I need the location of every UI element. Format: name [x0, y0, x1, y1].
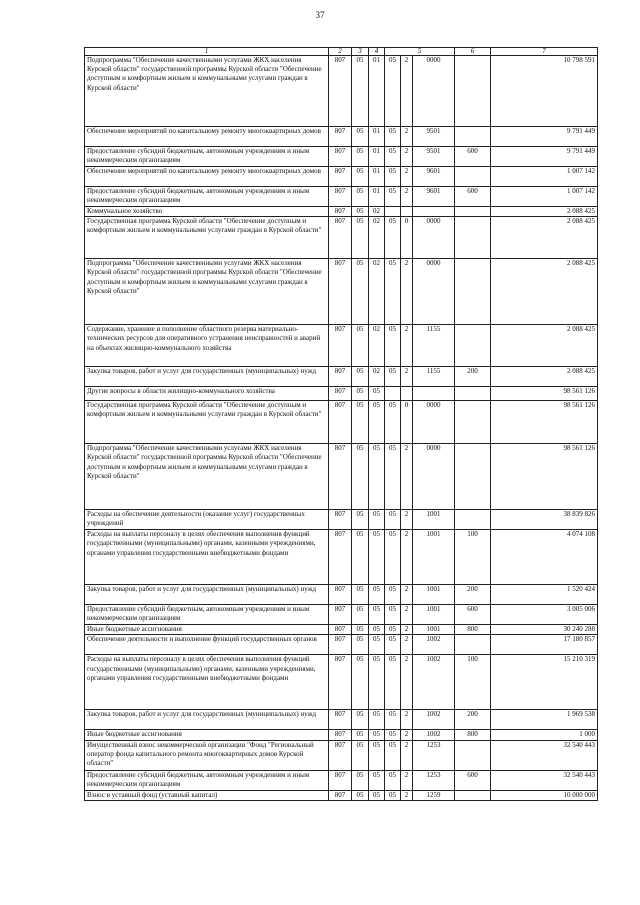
- table-row: [85, 325, 598, 367]
- target-article-direction-cell: [413, 387, 455, 401]
- code-section-cell: 05: [352, 655, 369, 710]
- row-name-cell: Расходы на выплаты персоналу в целях обеспечения выполнения функций государственными (муниципальными) органами, казенными учреждениями, органами управления государственными внебюджетными фондами: [85, 530, 329, 585]
- header-cell: 7: [491, 48, 598, 56]
- amount-cell: 98 561 126: [491, 387, 598, 401]
- amount-cell: 4 074 108: [491, 530, 598, 585]
- target-article-direction-cell: 1155: [413, 367, 455, 387]
- amount-cell: 10 798 591: [491, 56, 598, 127]
- target-article-direction-cell: 1002: [413, 635, 455, 655]
- code-ministry-cell: 807: [329, 530, 352, 585]
- target-article-program-cell: 05: [385, 625, 401, 635]
- target-article-program-cell: 05: [385, 167, 401, 187]
- code-section-cell: 05: [352, 585, 369, 605]
- target-article-program-cell: 05: [385, 655, 401, 710]
- amount-cell: 98 561 126: [491, 401, 598, 444]
- amount-cell: 2 088 425: [491, 259, 598, 325]
- row-name-cell: Государственная программа Курской области "Обеспечение доступным и комфортным жильем и коммунальными услугами граждан в Курской области": [85, 401, 329, 444]
- code-ministry-cell: 807: [329, 770, 352, 790]
- expense-type-cell: 800: [455, 625, 491, 635]
- table-row: [85, 259, 598, 325]
- expense-type-cell: [455, 790, 491, 800]
- code-subsection-cell: 05: [369, 530, 385, 585]
- target-article-program-cell: 05: [385, 147, 401, 167]
- code-ministry-cell: 807: [329, 444, 352, 510]
- row-name-cell: Закупка товаров, работ и услуг для государственных (муниципальных) нужд: [85, 710, 329, 730]
- target-article-program-cell: 05: [385, 444, 401, 510]
- amount-cell: 32 540 443: [491, 740, 598, 770]
- code-subsection-cell: 02: [369, 325, 385, 367]
- code-subsection-cell: 05: [369, 401, 385, 444]
- expense-type-cell: [455, 259, 491, 325]
- code-section-cell: 05: [352, 401, 369, 444]
- code-ministry-cell: 807: [329, 259, 352, 325]
- code-section-cell: 05: [352, 259, 369, 325]
- header-cell: 6: [455, 48, 491, 56]
- amount-cell: 10 000 000: [491, 790, 598, 800]
- target-article-subprogram-cell: 2: [401, 444, 413, 510]
- code-section-cell: 05: [352, 217, 369, 259]
- target-article-subprogram-cell: 2: [401, 167, 413, 187]
- code-section-cell: 05: [352, 770, 369, 790]
- header-cell: 5: [385, 48, 455, 56]
- target-article-subprogram-cell: 2: [401, 585, 413, 605]
- code-ministry-cell: 807: [329, 127, 352, 147]
- code-ministry-cell: 807: [329, 367, 352, 387]
- target-article-program-cell: 05: [385, 605, 401, 625]
- amount-cell: 1 000: [491, 730, 598, 740]
- expense-type-cell: 200: [455, 367, 491, 387]
- code-subsection-cell: 01: [369, 56, 385, 127]
- table-row: [85, 625, 598, 635]
- target-article-program-cell: 05: [385, 367, 401, 387]
- code-subsection-cell: 05: [369, 740, 385, 770]
- target-article-subprogram-cell: [401, 387, 413, 401]
- code-ministry-cell: 807: [329, 585, 352, 605]
- header-cell: 4: [369, 48, 385, 56]
- expense-type-cell: 800: [455, 730, 491, 740]
- expense-type-cell: [455, 401, 491, 444]
- code-section-cell: 05: [352, 444, 369, 510]
- target-article-direction-cell: [413, 207, 455, 217]
- expense-type-cell: 600: [455, 147, 491, 167]
- amount-cell: 30 240 288: [491, 625, 598, 635]
- target-article-subprogram-cell: 2: [401, 510, 413, 530]
- amount-cell: 2 088 425: [491, 217, 598, 259]
- amount-cell: 3 005 006: [491, 605, 598, 625]
- code-subsection-cell: 05: [369, 605, 385, 625]
- code-subsection-cell: 02: [369, 207, 385, 217]
- row-name-cell: Расходы на выплаты персоналу в целях обеспечения выполнения функций государственными (муниципальными) органами, казенными учреждениями, органами управления государственными внебюджетными фондами: [85, 655, 329, 710]
- code-ministry-cell: 807: [329, 790, 352, 800]
- row-name-cell: Предоставление субсидий бюджетным, автономным учреждениям и иным некоммерческим организациям: [85, 605, 329, 625]
- expense-type-cell: [455, 510, 491, 530]
- expense-type-cell: [455, 217, 491, 259]
- code-ministry-cell: 807: [329, 401, 352, 444]
- expense-type-cell: 100: [455, 530, 491, 585]
- code-subsection-cell: 05: [369, 510, 385, 530]
- target-article-subprogram-cell: 2: [401, 325, 413, 367]
- row-name-cell: Подпрограмма "Обеспечение качественными услугами ЖКХ населения Курской области" государственной программы Курской области "Обеспечение доступным и комфортным жильем и коммунальными услугами граждан в Курской области": [85, 56, 329, 127]
- code-subsection-cell: 05: [369, 387, 385, 401]
- row-name-cell: Содержание, хранение и пополнение областного резерва материально-технических ресурсов для оперативного устранения неисправностей и аварий на объектах жилищно-коммунального хозяйства: [85, 325, 329, 367]
- code-subsection-cell: 05: [369, 790, 385, 800]
- target-article-program-cell: 05: [385, 127, 401, 147]
- code-ministry-cell: 807: [329, 730, 352, 740]
- code-ministry-cell: 807: [329, 56, 352, 127]
- row-name-cell: Обеспечение деятельности и выполнение функций государственных органов: [85, 635, 329, 655]
- table-row: [85, 635, 598, 655]
- code-subsection-cell: 05: [369, 635, 385, 655]
- code-section-cell: 05: [352, 740, 369, 770]
- target-article-direction-cell: 0000: [413, 401, 455, 444]
- target-article-subprogram-cell: 2: [401, 605, 413, 625]
- code-section-cell: 05: [352, 730, 369, 740]
- table-row: [85, 605, 598, 625]
- code-section-cell: 05: [352, 530, 369, 585]
- target-article-program-cell: 05: [385, 56, 401, 127]
- expense-type-cell: 600: [455, 605, 491, 625]
- code-section-cell: 05: [352, 187, 369, 207]
- expense-type-cell: [455, 740, 491, 770]
- target-article-direction-cell: 1001: [413, 605, 455, 625]
- amount-cell: 1 969 538: [491, 710, 598, 730]
- row-name-cell: Подпрограмма "Обеспечение качественными услугами ЖКХ населения Курской области" государственной программы Курской области "Обеспечение доступным и комфортным жильем и коммунальными услугами граждан в Курской области": [85, 444, 329, 510]
- table-row: [85, 147, 598, 167]
- amount-cell: 9 791 449: [491, 127, 598, 147]
- table-row: [85, 207, 598, 217]
- row-name-cell: Подпрограмма "Обеспечение качественными услугами ЖКХ населения Курской области" государственной программы Курской области "Обеспечение доступным и комфортным жильем и коммунальными услугами граждан в Курской области": [85, 259, 329, 325]
- target-article-program-cell: 05: [385, 217, 401, 259]
- target-article-subprogram-cell: 2: [401, 367, 413, 387]
- target-article-subprogram-cell: 0: [401, 401, 413, 444]
- table-row: [85, 655, 598, 710]
- code-subsection-cell: 05: [369, 585, 385, 605]
- amount-cell: 9 791 449: [491, 147, 598, 167]
- code-section-cell: 05: [352, 127, 369, 147]
- row-name-cell: Взнос в уставный фонд (уставный капитал): [85, 790, 329, 800]
- expense-type-cell: 200: [455, 585, 491, 605]
- target-article-direction-cell: 9501: [413, 147, 455, 167]
- target-article-subprogram-cell: 2: [401, 56, 413, 127]
- code-ministry-cell: 807: [329, 605, 352, 625]
- row-name-cell: Имущественный взнос некоммерческой организации "Фонд "Региональный оператор фонда капитального ремонта многоквартирных домов Курской области": [85, 740, 329, 770]
- header-cell: 3: [352, 48, 369, 56]
- amount-cell: 98 561 126: [491, 444, 598, 510]
- expense-type-cell: 600: [455, 187, 491, 207]
- target-article-subprogram-cell: 2: [401, 635, 413, 655]
- table-row: [85, 56, 598, 127]
- code-ministry-cell: 807: [329, 147, 352, 167]
- row-name-cell: Иные бюджетные ассигнования: [85, 730, 329, 740]
- target-article-direction-cell: 1253: [413, 740, 455, 770]
- code-ministry-cell: 807: [329, 635, 352, 655]
- expense-type-cell: [455, 56, 491, 127]
- row-name-cell: Предоставление субсидий бюджетным, автономным учреждениям и иным некоммерческим организациям: [85, 770, 329, 790]
- code-section-cell: 05: [352, 510, 369, 530]
- target-article-program-cell: 05: [385, 530, 401, 585]
- code-subsection-cell: 05: [369, 710, 385, 730]
- row-name-cell: Государственная программа Курской области "Обеспечение доступным и комфортным жильем и коммунальными услугами граждан в Курской области": [85, 217, 329, 259]
- target-article-program-cell: 05: [385, 259, 401, 325]
- target-article-subprogram-cell: [401, 207, 413, 217]
- target-article-program-cell: 05: [385, 740, 401, 770]
- target-article-subprogram-cell: 0: [401, 217, 413, 259]
- target-article-subprogram-cell: 2: [401, 770, 413, 790]
- target-article-direction-cell: 9601: [413, 187, 455, 207]
- target-article-program-cell: 05: [385, 510, 401, 530]
- target-article-program-cell: [385, 387, 401, 401]
- row-name-cell: Расходы на обеспечение деятельности (оказание услуг) государственных учреждений: [85, 510, 329, 530]
- table-row: [85, 730, 598, 740]
- row-name-cell: Коммунальное хозяйство: [85, 207, 329, 217]
- row-name-cell: Закупка товаров, работ и услуг для государственных (муниципальных) нужд: [85, 367, 329, 387]
- amount-cell: 1 520 424: [491, 585, 598, 605]
- code-subsection-cell: 05: [369, 625, 385, 635]
- amount-cell: 1 007 142: [491, 187, 598, 207]
- header-cell: 2: [329, 48, 352, 56]
- row-name-cell: Обеспечение мероприятий по капитальному ремонту многоквартирных домов: [85, 167, 329, 187]
- code-ministry-cell: 807: [329, 387, 352, 401]
- target-article-program-cell: 05: [385, 401, 401, 444]
- budget-table: [84, 47, 598, 801]
- table-row: [85, 510, 598, 530]
- code-ministry-cell: 807: [329, 217, 352, 259]
- target-article-subprogram-cell: 2: [401, 147, 413, 167]
- code-ministry-cell: 807: [329, 207, 352, 217]
- target-article-direction-cell: 0000: [413, 56, 455, 127]
- amount-cell: 2 088 425: [491, 367, 598, 387]
- target-article-subprogram-cell: 2: [401, 625, 413, 635]
- code-subsection-cell: 01: [369, 187, 385, 207]
- target-article-subprogram-cell: 2: [401, 259, 413, 325]
- code-section-cell: 05: [352, 605, 369, 625]
- code-section-cell: 05: [352, 387, 369, 401]
- table-row: [85, 770, 598, 790]
- target-article-direction-cell: 1001: [413, 585, 455, 605]
- expense-type-cell: 100: [455, 655, 491, 710]
- code-section-cell: 05: [352, 625, 369, 635]
- target-article-direction-cell: 1001: [413, 510, 455, 530]
- target-article-subprogram-cell: 2: [401, 655, 413, 710]
- code-section-cell: 05: [352, 635, 369, 655]
- code-ministry-cell: 807: [329, 625, 352, 635]
- code-ministry-cell: 807: [329, 740, 352, 770]
- target-article-direction-cell: 1155: [413, 325, 455, 367]
- target-article-program-cell: 05: [385, 730, 401, 740]
- code-section-cell: 05: [352, 367, 369, 387]
- target-article-direction-cell: 0000: [413, 217, 455, 259]
- table-row: [85, 444, 598, 510]
- target-article-direction-cell: 1002: [413, 730, 455, 740]
- code-section-cell: 05: [352, 790, 369, 800]
- expense-type-cell: [455, 207, 491, 217]
- target-article-program-cell: 05: [385, 770, 401, 790]
- target-article-direction-cell: 1001: [413, 530, 455, 585]
- expense-type-cell: [455, 387, 491, 401]
- table-row: [85, 401, 598, 444]
- amount-cell: 17 180 857: [491, 635, 598, 655]
- row-name-cell: Другие вопросы в области жилищно-коммунального хозяйства: [85, 387, 329, 401]
- expense-type-cell: [455, 127, 491, 147]
- table-row: [85, 790, 598, 800]
- page-number: 37: [315, 10, 325, 20]
- amount-cell: 1 007 142: [491, 167, 598, 187]
- target-article-subprogram-cell: 2: [401, 790, 413, 800]
- table-row: [85, 530, 598, 585]
- target-article-subprogram-cell: 2: [401, 187, 413, 207]
- code-subsection-cell: 05: [369, 444, 385, 510]
- table-row: [85, 387, 598, 401]
- target-article-subprogram-cell: 2: [401, 710, 413, 730]
- row-name-cell: Иные бюджетные ассигнования: [85, 625, 329, 635]
- code-ministry-cell: 807: [329, 510, 352, 530]
- code-subsection-cell: 05: [369, 770, 385, 790]
- code-subsection-cell: 05: [369, 655, 385, 710]
- amount-cell: 2 088 425: [491, 207, 598, 217]
- code-section-cell: 05: [352, 325, 369, 367]
- target-article-program-cell: 05: [385, 790, 401, 800]
- target-article-subprogram-cell: 2: [401, 530, 413, 585]
- table-row: [85, 167, 598, 187]
- target-article-program-cell: 05: [385, 325, 401, 367]
- target-article-subprogram-cell: 2: [401, 740, 413, 770]
- target-article-direction-cell: 1001: [413, 625, 455, 635]
- code-subsection-cell: 01: [369, 127, 385, 147]
- expense-type-cell: [455, 635, 491, 655]
- target-article-direction-cell: 0000: [413, 444, 455, 510]
- code-ministry-cell: 807: [329, 325, 352, 367]
- code-ministry-cell: 807: [329, 710, 352, 730]
- code-subsection-cell: 02: [369, 259, 385, 325]
- target-article-direction-cell: 0000: [413, 259, 455, 325]
- code-section-cell: 05: [352, 147, 369, 167]
- expense-type-cell: [455, 167, 491, 187]
- code-subsection-cell: 01: [369, 147, 385, 167]
- code-subsection-cell: 01: [369, 167, 385, 187]
- table-row: [85, 585, 598, 605]
- header-row: [85, 48, 598, 56]
- table-row: [85, 217, 598, 259]
- target-article-program-cell: [385, 207, 401, 217]
- code-ministry-cell: 807: [329, 187, 352, 207]
- table-row: [85, 367, 598, 387]
- code-section-cell: 05: [352, 167, 369, 187]
- target-article-direction-cell: 1002: [413, 710, 455, 730]
- table-row: [85, 740, 598, 770]
- target-article-direction-cell: 1253: [413, 770, 455, 790]
- target-article-direction-cell: 1002: [413, 655, 455, 710]
- row-name-cell: Закупка товаров, работ и услуг для государственных (муниципальных) нужд: [85, 585, 329, 605]
- expense-type-cell: [455, 444, 491, 510]
- code-section-cell: 05: [352, 710, 369, 730]
- amount-cell: 2 088 425: [491, 325, 598, 367]
- header-cell: 1: [85, 48, 329, 56]
- expense-type-cell: 200: [455, 710, 491, 730]
- amount-cell: 15 210 319: [491, 655, 598, 710]
- target-article-program-cell: 05: [385, 710, 401, 730]
- expense-type-cell: 600: [455, 770, 491, 790]
- target-article-program-cell: 05: [385, 585, 401, 605]
- row-name-cell: Предоставление субсидий бюджетным, автономным учреждениям и иным некоммерческим организациям: [85, 187, 329, 207]
- target-article-direction-cell: 9601: [413, 167, 455, 187]
- code-ministry-cell: 807: [329, 167, 352, 187]
- amount-cell: 38 839 826: [491, 510, 598, 530]
- target-article-program-cell: 05: [385, 635, 401, 655]
- code-subsection-cell: 02: [369, 217, 385, 259]
- target-article-subprogram-cell: 2: [401, 127, 413, 147]
- code-section-cell: 05: [352, 56, 369, 127]
- table-row: [85, 127, 598, 147]
- table-row: [85, 187, 598, 207]
- row-name-cell: Обеспечение мероприятий по капитальному ремонту многоквартирных домов: [85, 127, 329, 147]
- target-article-direction-cell: 1259: [413, 790, 455, 800]
- row-name-cell: Предоставление субсидий бюджетным, автономным учреждениям и иным некоммерческим организациям: [85, 147, 329, 167]
- target-article-program-cell: 05: [385, 187, 401, 207]
- code-ministry-cell: 807: [329, 655, 352, 710]
- code-subsection-cell: 05: [369, 730, 385, 740]
- target-article-direction-cell: 9501: [413, 127, 455, 147]
- code-section-cell: 05: [352, 207, 369, 217]
- expense-type-cell: [455, 325, 491, 367]
- table-row: [85, 710, 598, 730]
- target-article-subprogram-cell: 2: [401, 730, 413, 740]
- amount-cell: 32 540 443: [491, 770, 598, 790]
- code-subsection-cell: 02: [369, 367, 385, 387]
